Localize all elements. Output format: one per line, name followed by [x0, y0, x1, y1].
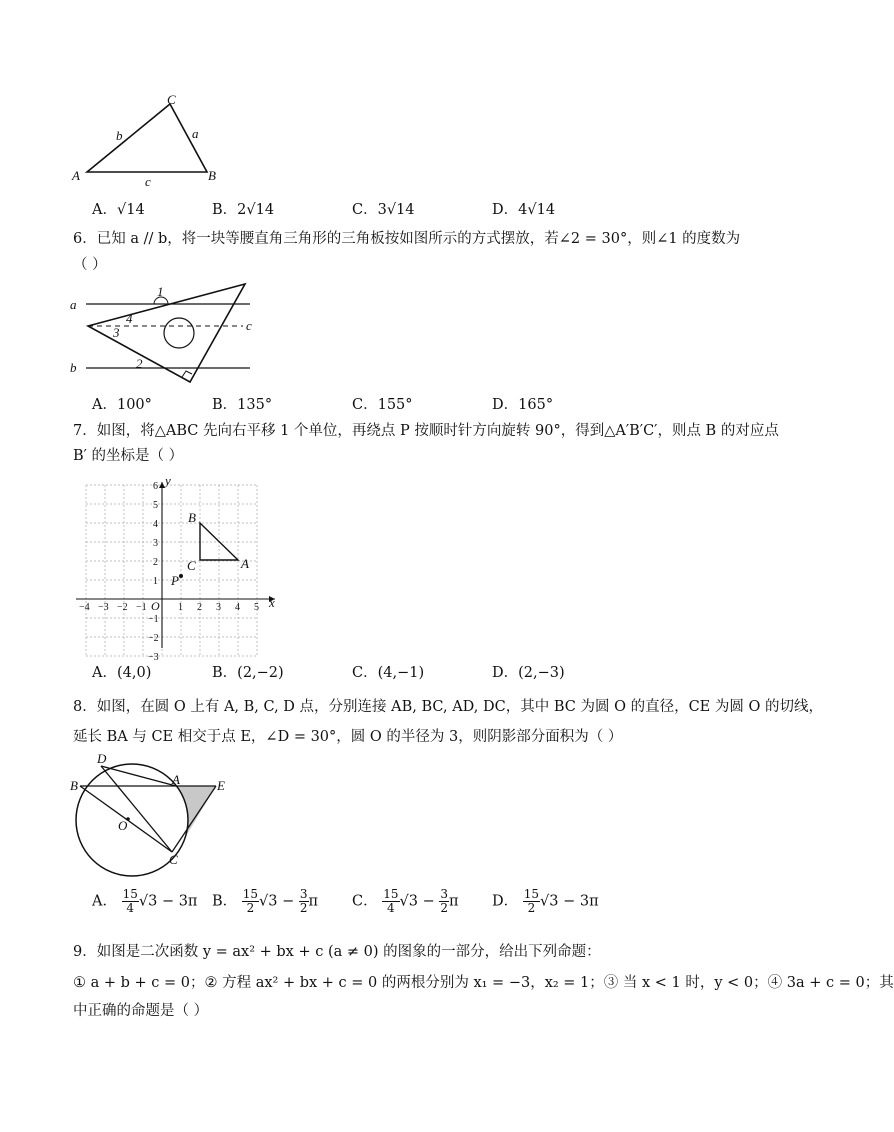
q7-option-b[interactable]	[212, 661, 284, 682]
option-letter: C．	[352, 397, 378, 413]
q6-label-a: a	[70, 297, 77, 312]
q8-circle-figure	[68, 750, 238, 875]
option-letter: B．	[212, 665, 238, 681]
option-expr: 100°	[116, 397, 152, 413]
q5-label-B: B	[208, 168, 216, 183]
option-letter: C．	[352, 665, 378, 681]
q6-stem-line2: （ ）	[73, 257, 107, 273]
q8-label-A: A	[172, 772, 180, 787]
x-tick-label: 3	[216, 602, 221, 613]
option-letter: D．	[492, 893, 519, 910]
x-tick-label: −3	[98, 602, 109, 613]
q5-label-C: C	[167, 92, 176, 107]
y-tick-label: 4	[153, 519, 158, 530]
y-tick-label: 1	[153, 576, 158, 587]
fraction	[122, 888, 139, 915]
option-expr: 4√14	[518, 202, 556, 218]
option-letter: A．	[92, 397, 117, 413]
q6-label-b: b	[70, 360, 77, 375]
option-expr: 135°	[237, 397, 273, 413]
q8-label-O: O	[118, 818, 128, 833]
x-tick-label: 1	[178, 602, 183, 613]
q7-coordinate-figure	[70, 473, 280, 663]
q8-stem-line1: 8．如图，在圆 O 上有 A, B, C, D 点，分别连接 AB, BC, AD, DC，其中 BC 为圆 O 的直径，CE 为圆 O 的切线，	[73, 699, 823, 715]
q7-option-d[interactable]	[492, 661, 565, 682]
option-expr: 2√14	[237, 202, 275, 218]
option-letter: C．	[352, 893, 378, 910]
option-expr: √3 − 3π	[138, 893, 198, 910]
q6-stem-line1: 6．已知 a // b，将一块等腰直角三角形的三角板按如图所示的方式摆放，若∠2 = 30°，则∠1 的度数为	[73, 231, 741, 247]
option-expr: 3√14	[377, 202, 415, 218]
q8-label-C: C	[169, 852, 178, 867]
option-expr: 155°	[377, 397, 413, 413]
q7-label-y: y	[165, 473, 171, 488]
q8-option-c[interactable]	[352, 888, 459, 915]
option-letter: A．	[92, 665, 117, 681]
option-letter: D．	[492, 665, 519, 681]
fraction	[439, 888, 449, 915]
option-expr: √3 −	[259, 893, 299, 910]
x-tick-label: 5	[254, 602, 259, 613]
numerator: 15	[383, 887, 399, 901]
y-tick-label: 3	[153, 538, 158, 549]
option-letter: A．	[92, 202, 117, 218]
fraction	[382, 888, 399, 915]
q6-angle-1: 1	[157, 284, 164, 299]
y-tick-label: 2	[153, 557, 158, 568]
q5-label-b: b	[116, 128, 123, 143]
q6-figure	[68, 276, 268, 386]
fraction	[242, 888, 259, 915]
option-letter: B．	[212, 893, 238, 910]
option-expr: √3 −	[399, 893, 440, 910]
q6-angle-2: 2	[136, 356, 143, 371]
y-tick-label: 5	[153, 500, 158, 511]
q7-x-tick-labels	[79, 602, 259, 613]
q5-triangle-figure	[70, 92, 230, 187]
numerator: 15	[523, 887, 540, 901]
q6-option-d[interactable]	[492, 393, 553, 414]
q5-label-a: a	[192, 126, 199, 141]
denominator: 2	[527, 901, 536, 915]
y-tick-label: −1	[148, 614, 159, 625]
x-tick-label: 4	[235, 602, 240, 613]
q7-stem-line1: 7．如图，将△ABC 先向右平移 1 个单位，再绕点 P 按顺时针方向旋转 90°，得到△A′B′C′，则点 B 的对应点	[73, 423, 779, 439]
q7-label-O: O	[151, 599, 160, 613]
option-letter: D．	[492, 202, 519, 218]
option-expr: 165°	[518, 397, 554, 413]
q7-option-c[interactable]	[352, 661, 424, 682]
x-tick-label: −4	[79, 602, 90, 613]
q6-label-c: c	[246, 318, 252, 333]
denominator: 2	[299, 901, 308, 915]
numerator: 15	[242, 887, 259, 901]
y-tick-label: 6	[153, 481, 158, 492]
option-expr: √14	[116, 202, 145, 218]
option-expr: √3 − 3π	[540, 893, 599, 910]
x-tick-label: −1	[136, 602, 147, 613]
q5-option-c[interactable]	[352, 198, 415, 219]
q5-option-a[interactable]	[92, 198, 145, 219]
denominator: 4	[126, 901, 135, 915]
q7-label-P: P	[171, 573, 179, 588]
option-letter: C．	[352, 202, 378, 218]
q8-option-d[interactable]	[492, 888, 599, 915]
y-tick-label: −2	[148, 633, 159, 644]
q8-stem-line2: 延长 BA 与 CE 相交于点 E，∠D = 30°，圆 O 的半径为 3，则阴影部分面积为（ ）	[73, 729, 623, 745]
q5-label-c: c	[145, 174, 151, 189]
q9-stem-line2: ① a + b + c = 0；② 方程 ax² + bx + c = 0 的两根分别为 x₁ = −3，x₂ = 1；③ 当 x < 1 时，y < 0；④ 3a + c = 0；其	[73, 975, 894, 991]
option-expr: (2,−3)	[518, 665, 565, 681]
q8-option-a[interactable]	[92, 888, 197, 915]
q5-option-d[interactable]	[492, 198, 555, 219]
numerator: 3	[299, 887, 308, 901]
q9-stem-line3: 中正确的命题是（ ）	[73, 1003, 209, 1019]
numerator: 3	[440, 887, 448, 901]
q6-option-c[interactable]	[352, 393, 413, 414]
q5-label-A: A	[72, 168, 80, 183]
q6-angle-3: 3	[113, 325, 120, 340]
q7-grid	[86, 485, 257, 656]
q9-stem-line1: 9．如图是二次函数 y = ax² + bx + c (a ≠ 0) 的图象的一部分，给出下列命题：	[73, 944, 601, 960]
fraction	[523, 888, 540, 915]
option-letter: A．	[92, 893, 117, 910]
option-expr: (2,−2)	[237, 665, 284, 681]
option-expr-tail: π	[308, 893, 319, 910]
option-letter: D．	[492, 397, 519, 413]
option-expr: (4,0)	[116, 665, 152, 681]
option-letter: B．	[212, 397, 238, 413]
denominator: 2	[246, 901, 255, 915]
fraction	[299, 888, 309, 915]
option-letter: B．	[212, 202, 238, 218]
q6-option-b[interactable]	[212, 393, 272, 414]
y-tick-label: −3	[148, 652, 159, 663]
x-tick-label: −2	[117, 602, 128, 613]
q7-stem-line2: B′ 的坐标是（ ）	[73, 448, 184, 464]
option-expr-tail: π	[448, 893, 459, 910]
q7-label-A: A	[241, 556, 249, 571]
q7-y-tick-labels	[148, 481, 159, 663]
q7-label-B: B	[188, 510, 196, 525]
q8-label-E: E	[217, 778, 225, 793]
option-expr: (4,−1)	[377, 665, 425, 681]
q5-option-b[interactable]	[212, 198, 274, 219]
q6-option-a[interactable]	[92, 393, 152, 414]
q8-label-B: B	[70, 778, 78, 793]
x-tick-label: 2	[197, 602, 202, 613]
q8-label-D: D	[97, 751, 107, 766]
q7-label-C: C	[187, 558, 196, 573]
q8-option-b[interactable]	[212, 888, 318, 915]
denominator: 2	[440, 901, 448, 915]
q7-option-a[interactable]	[92, 661, 151, 682]
q6-angle-4: 4	[126, 311, 133, 326]
q7-label-x: x	[269, 595, 275, 610]
denominator: 4	[387, 901, 395, 915]
numerator: 15	[122, 887, 138, 901]
